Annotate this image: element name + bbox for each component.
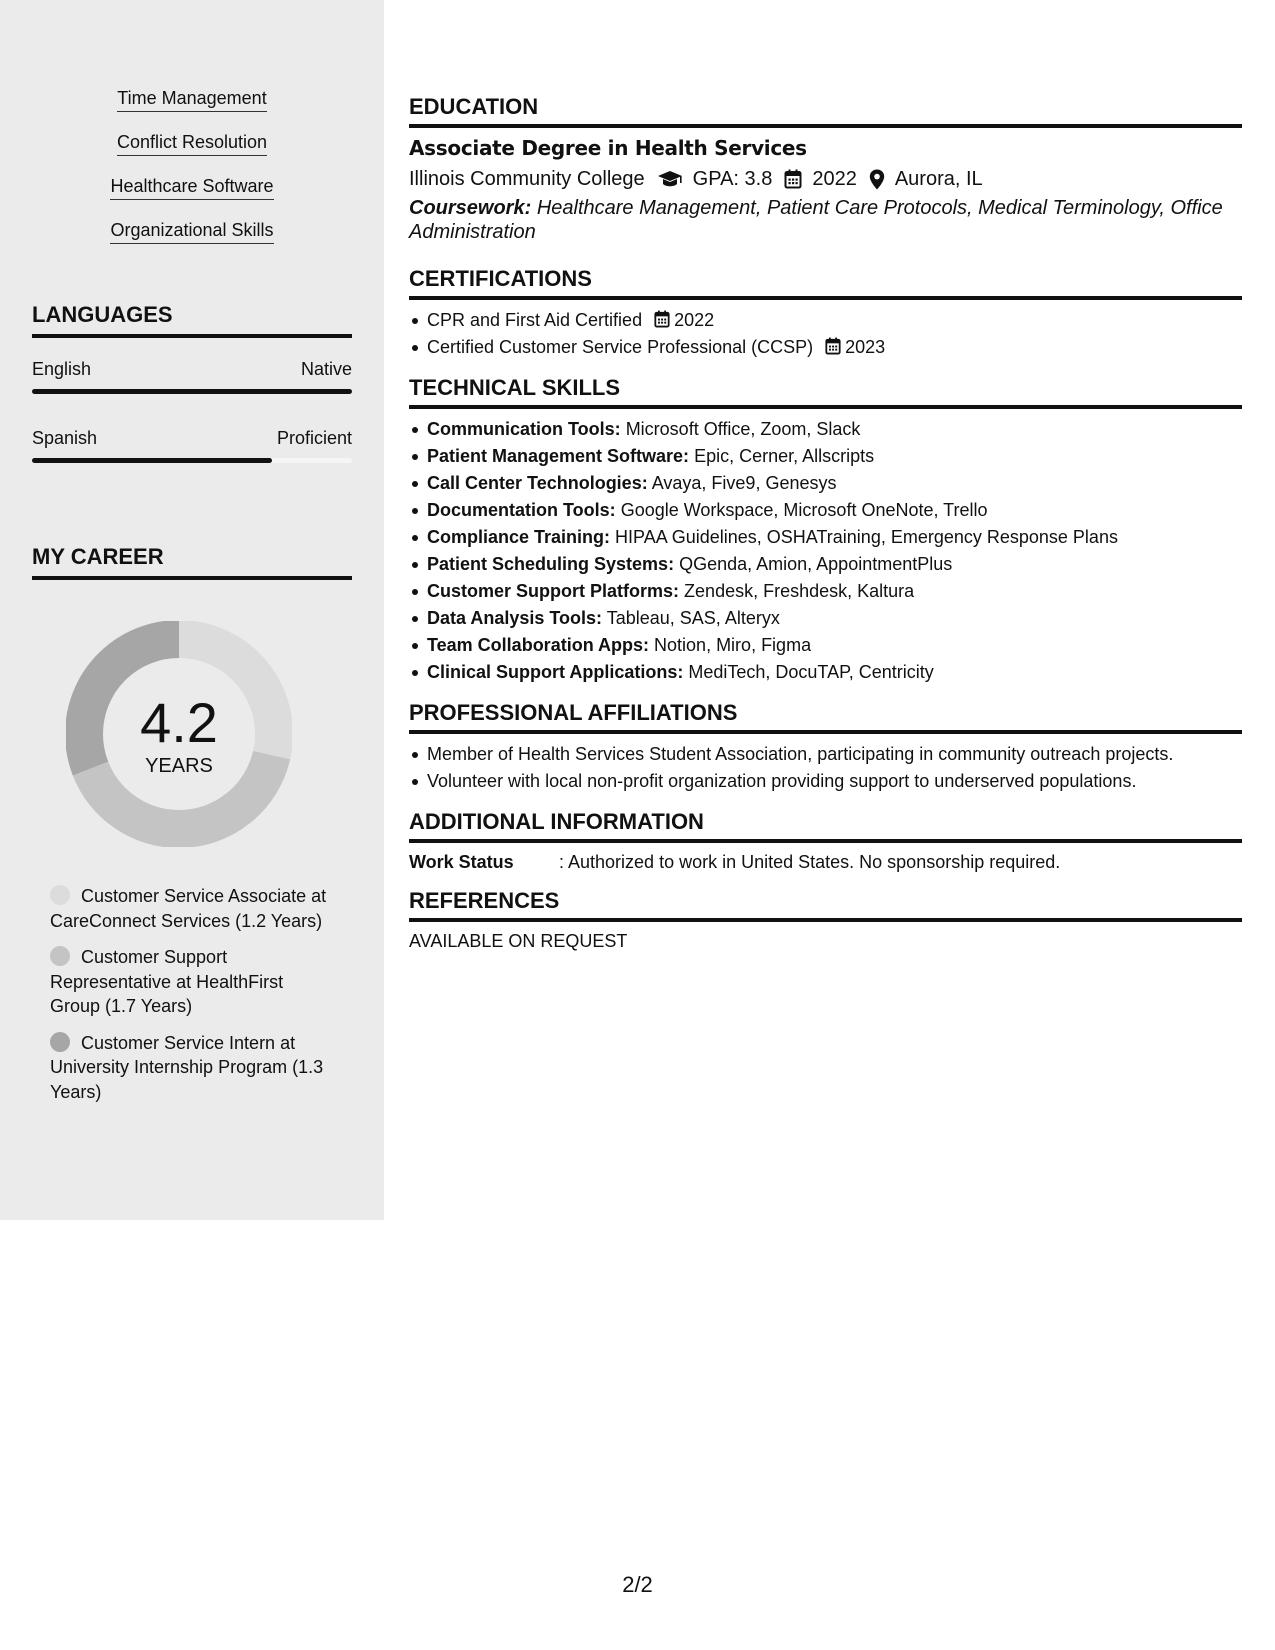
career-item-text: Customer Service Intern at University Internship Program (1.3 Years) <box>50 1032 324 1102</box>
tech-skill-label: Communication Tools: <box>427 419 621 439</box>
career-item-text: Customer Service Associate at CareConnect Services (1.2 Years) <box>50 886 327 931</box>
donut-center <box>66 621 292 847</box>
career-item <box>50 1031 330 1105</box>
tech-skill-value: QGenda, Amion, AppointmentPlus <box>679 554 953 574</box>
career-donut-chart <box>66 621 292 847</box>
affiliations-heading: PROFESSIONAL AFFILIATIONS <box>409 700 1242 734</box>
graduation-cap-icon <box>657 170 683 188</box>
certification-year: 2023 <box>845 337 886 357</box>
tech-skill-value: Avaya, Five9, Genesys <box>651 473 837 493</box>
work-status-label: Work Status <box>409 852 514 872</box>
tech-skill-item <box>409 443 1242 470</box>
tech-skill-label: Customer Support Platforms: <box>427 581 680 601</box>
language-level: Proficient <box>276 428 352 448</box>
legend-dot <box>50 1032 70 1052</box>
degree-title: Associate Degree in Health Services <box>409 136 807 160</box>
tech-skill-value: Epic, Cerner, Allscripts <box>694 446 875 466</box>
skill-item: Conflict Resolution <box>117 130 267 156</box>
skill-item: Healthcare Software <box>110 174 273 200</box>
tech-skill-item <box>409 578 1242 605</box>
affiliation-item: Member of Health Services Student Association, participating in community outreach projects. <box>409 741 1242 768</box>
language-bar <box>32 458 352 463</box>
certifications-heading: CERTIFICATIONS <box>409 266 1242 300</box>
tech-skill-value: Microsoft Office, Zoom, Slack <box>625 419 861 439</box>
tech-skill-value: MediTech, DocuTAP, Centricity <box>688 662 934 682</box>
career-total-years: 4.2 <box>140 691 218 754</box>
location-pin-icon <box>869 169 885 190</box>
tech-skill-item <box>409 551 1242 578</box>
tech-skill-label: Patient Scheduling Systems: <box>427 554 675 574</box>
tech-skill-label: Documentation Tools: <box>427 500 616 520</box>
affiliation-item: Volunteer with local non-profit organization providing support to underserved populations. <box>409 768 1242 795</box>
school-name: Illinois Community College <box>409 168 645 190</box>
skill-item: Time Management <box>117 86 266 112</box>
tech-skill-item <box>409 524 1242 551</box>
main-content <box>409 94 1242 953</box>
page-number: 2/2 <box>622 1572 653 1597</box>
language-name: English <box>32 359 92 379</box>
tech-skill-label: Data Analysis Tools: <box>427 608 603 628</box>
certifications-list <box>409 307 1242 361</box>
skills-list <box>0 86 384 262</box>
work-status-value: : Authorized to work in United States. No sponsorship required. <box>559 852 1061 872</box>
tech-skill-item <box>409 659 1242 686</box>
tech-skill-label: Team Collaboration Apps: <box>427 635 650 655</box>
tech-skill-item <box>409 416 1242 443</box>
tech-skill-label: Clinical Support Applications: <box>427 662 684 682</box>
coursework <box>409 196 1242 244</box>
graduation-year: 2022 <box>812 168 857 190</box>
calendar-icon <box>654 310 670 328</box>
education-heading: EDUCATION <box>409 94 1242 128</box>
tech-skill-value: Tableau, SAS, Alteryx <box>606 608 780 628</box>
tech-skill-value: Zendesk, Freshdesk, Kaltura <box>684 581 915 601</box>
gpa: GPA: 3.8 <box>692 168 773 190</box>
coursework-label: Coursework: <box>409 197 532 219</box>
legend-dot <box>50 946 70 966</box>
tech-skill-item <box>409 497 1242 524</box>
career-item <box>50 945 330 1019</box>
tech-skill-value: HIPAA Guidelines, OSHATraining, Emergency Response Plans <box>615 527 1118 547</box>
legend-dot <box>50 885 70 905</box>
certification-item <box>409 307 1242 334</box>
language-bar-fill <box>32 389 352 394</box>
language-level: Native <box>300 359 352 379</box>
certification-year: 2022 <box>674 310 715 330</box>
tech-skill-value: Notion, Miro, Figma <box>654 635 812 655</box>
technical-skills-heading: TECHNICAL SKILLS <box>409 375 1242 409</box>
certification-name: Certified Customer Service Professional (CCSP) <box>427 337 814 357</box>
career-item-text: Customer Support Representative at HealthFirst Group (1.7 Years) <box>50 947 284 1016</box>
language-spanish <box>32 427 352 463</box>
calendar-icon <box>784 169 802 189</box>
tech-skill-item <box>409 605 1242 632</box>
school-location: Aurora, IL <box>894 168 983 190</box>
career-item <box>50 884 330 933</box>
tech-skill-item <box>409 470 1242 497</box>
language-bar <box>32 389 352 394</box>
skill-item: Organizational Skills <box>110 218 273 244</box>
certification-name: CPR and First Aid Certified <box>427 310 643 330</box>
coursework-list: Healthcare Management, Patient Care Protocols, Medical Terminology, Office Administration <box>409 197 1223 243</box>
language-english <box>32 358 352 394</box>
career-total-unit: YEARS <box>145 755 213 777</box>
work-status-row <box>409 850 1242 874</box>
calendar-icon <box>825 337 841 355</box>
technical-skills-list <box>409 416 1242 686</box>
sidebar <box>0 0 384 1220</box>
tech-skill-label: Call Center Technologies: <box>427 473 648 493</box>
tech-skill-label: Compliance Training: <box>427 527 611 547</box>
references-text: AVAILABLE ON REQUEST <box>409 931 628 951</box>
tech-skill-value: Google Workspace, Microsoft OneNote, Trello <box>620 500 988 520</box>
tech-skill-item <box>409 632 1242 659</box>
affiliations-list <box>409 741 1242 795</box>
career-heading: MY CAREER <box>32 544 352 580</box>
language-name: Spanish <box>32 428 98 448</box>
languages-heading: LANGUAGES <box>32 302 352 338</box>
career-legend <box>50 884 330 1116</box>
certification-item <box>409 334 1242 361</box>
references-heading: REFERENCES <box>409 888 1242 922</box>
tech-skill-label: Patient Management Software: <box>427 446 690 466</box>
education-details <box>409 165 1242 193</box>
language-bar-fill <box>32 458 272 463</box>
additional-info-heading: ADDITIONAL INFORMATION <box>409 809 1242 843</box>
